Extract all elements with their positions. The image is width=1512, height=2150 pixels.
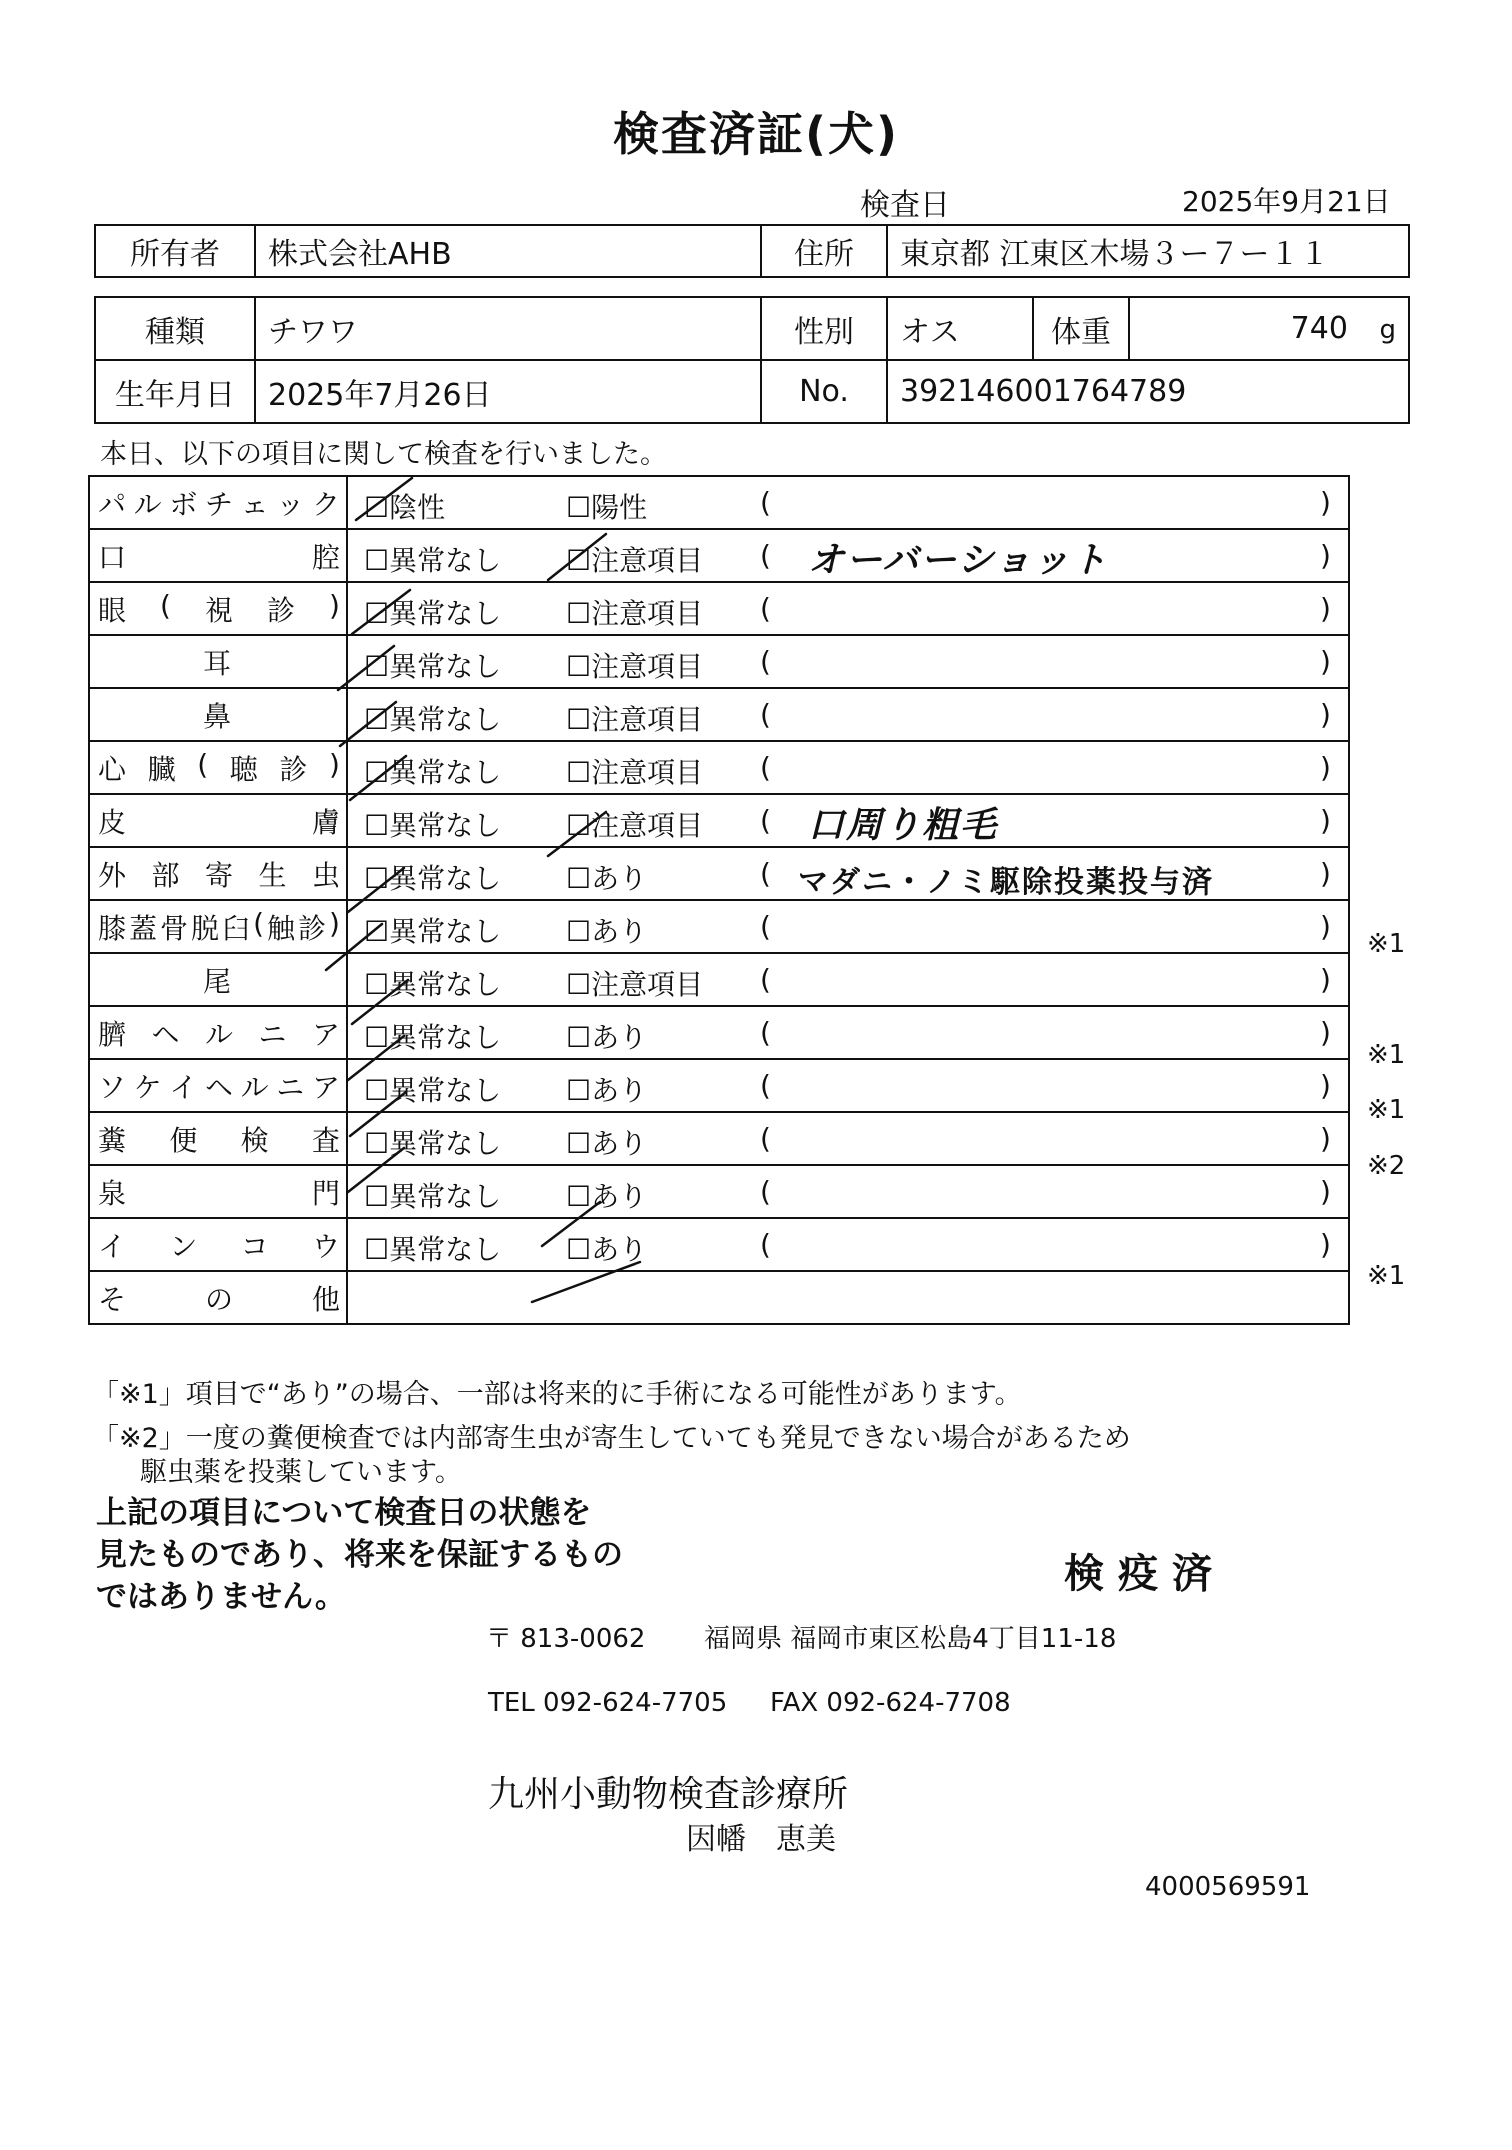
row-item-char: 査 [311, 1123, 340, 1157]
paren-close: ) [1320, 804, 1331, 837]
paren-close: ) [1320, 1122, 1331, 1155]
footnote-mark: ※1 [1367, 929, 1406, 960]
row-item-label [98, 483, 346, 523]
option-2-checkbox: ☐陽性 [566, 491, 648, 524]
row-item-char: ッ [276, 487, 305, 521]
row-options-cell [347, 476, 1349, 529]
row-item-char: 臓 [147, 752, 176, 786]
footnote-2a: 「※2」一度の糞便検査では内部寄生虫が寄生していても発見できない場合があるため [92, 1423, 1131, 1454]
paren-close: ) [1320, 539, 1331, 572]
row-item-char: 膚 [311, 805, 340, 839]
row-item-char: 心 [98, 752, 127, 786]
option-2-checkbox: ☐あり [566, 1074, 648, 1107]
other-label-char: の [204, 1282, 233, 1316]
option-1-checkbox: ☐異常なし [364, 544, 502, 577]
footnote-mark: ※1 [1367, 1095, 1406, 1126]
breed-label: 種類 [95, 297, 255, 360]
footnote-mark: ※1 [1367, 1261, 1406, 1292]
row-options-cell [347, 1006, 1349, 1059]
row-item-char: ヘ [204, 1070, 233, 1104]
row-item-cell [89, 1112, 347, 1165]
row-item-char: 臍 [98, 1017, 127, 1051]
option-1-checkbox: ☐異常なし [364, 915, 502, 948]
table-row [89, 688, 1349, 741]
row-item-label [98, 907, 346, 947]
row-item-cell [89, 953, 347, 1006]
row-item-char: 検 [240, 1123, 269, 1157]
row-item-cell [89, 1218, 347, 1271]
other-value-cell [347, 1271, 1349, 1324]
table-row [89, 635, 1349, 688]
inspection-stamp: 検疫済 [1064, 1551, 1226, 1597]
row-item-char: ェ [240, 487, 269, 521]
row-item-char: チ [204, 487, 233, 521]
document-code: 4000569591 [1145, 1872, 1311, 1902]
breed-value: チワワ [255, 297, 761, 360]
row-item-label [98, 589, 346, 629]
row-item-char: ン [169, 1229, 198, 1263]
other-label [98, 1278, 346, 1318]
table-row [89, 582, 1349, 635]
footnote-mark: ※2 [1367, 1150, 1406, 1181]
row-item-char: ケ [133, 1070, 162, 1104]
row-item-cell [89, 476, 347, 529]
paren-open: ( [760, 486, 771, 519]
footnote-2b: 駆虫薬を投薬しています。 [140, 1457, 462, 1488]
paren-open: ( [760, 1175, 771, 1208]
row-item-cell [89, 1006, 347, 1059]
row-item-char: イ [169, 1070, 198, 1104]
option-1-checkbox: ☐異常なし [364, 809, 502, 842]
option-2-checkbox: ☐注意項目 [566, 703, 704, 736]
option-1-checkbox: ☐異常なし [364, 1021, 502, 1054]
row-item-char: 脱 [191, 911, 220, 945]
no-value: 392146001764789 [887, 360, 1409, 423]
row-item-label [98, 854, 346, 894]
table-row [89, 1006, 1349, 1059]
row-item-cell [89, 900, 347, 953]
row-item-cell [89, 1165, 347, 1218]
table-row [89, 953, 1349, 1006]
option-1-checkbox: ☐異常なし [364, 862, 502, 895]
clinic-name: 九州小動物検査診療所 [488, 1774, 849, 1815]
row-item-cell [89, 582, 347, 635]
paren-open: ( [760, 645, 771, 678]
row-item-char: ル [240, 1070, 269, 1104]
row-item-char: 口 [98, 540, 127, 574]
other-label-char: そ [98, 1282, 127, 1316]
row-item-char: 臼 [222, 911, 251, 945]
row-item-char: 生 [258, 858, 287, 892]
paren-open: ( [760, 751, 771, 784]
row-item-char: 聴 [229, 752, 258, 786]
row-item-char: ニ [258, 1017, 287, 1051]
paren-open: ( [760, 963, 771, 996]
row-item-cell [89, 794, 347, 847]
inspection-date-label: 検査日 [860, 188, 950, 223]
row-options-cell [347, 1112, 1349, 1165]
paren-close: ) [1320, 751, 1331, 784]
footnote-mark: ※1 [1367, 1040, 1406, 1070]
paren-open: ( [760, 1016, 771, 1049]
row-item-char: ) [329, 906, 340, 940]
inspection-date: 2025年9月21日 [1182, 185, 1391, 218]
row-options-cell [347, 529, 1349, 582]
paren-open: ( [760, 698, 771, 731]
row-item-cell [89, 529, 347, 582]
row-options-cell [347, 900, 1349, 953]
row-item-char: ア [311, 1070, 340, 1104]
no-label: No. [761, 360, 887, 423]
row-item-char: ) [329, 588, 340, 622]
option-2-checkbox: ☐注意項目 [566, 809, 704, 842]
option-1-checkbox: ☐異常なし [364, 1127, 502, 1160]
disclaimer-line: 上記の項目について検査日の状態を [96, 1495, 592, 1531]
row-item-char: ( [160, 588, 171, 622]
paren-close: ) [1320, 486, 1331, 519]
table-row [89, 529, 1349, 582]
clinic-fax: FAX 092-624-7708 [770, 1688, 1011, 1718]
row-item-char: ル [204, 1017, 233, 1051]
clinic-tel: TEL 092-624-7705 [488, 1688, 728, 1718]
row-item-char: 眼 [98, 593, 127, 627]
paren-close: ) [1320, 1069, 1331, 1102]
paren-close: ) [1320, 645, 1331, 678]
row-item-label [98, 1119, 346, 1159]
table-row [89, 741, 1349, 794]
paren-close: ) [1320, 963, 1331, 996]
row-options-cell [347, 688, 1349, 741]
option-1-checkbox: ☐異常なし [364, 597, 502, 630]
row-item-char: ク [311, 487, 340, 521]
row-note: マダニ・ノミ駆除投薬投与済 [798, 865, 1214, 900]
row-item-char: 寄 [204, 858, 233, 892]
check-table [88, 475, 1350, 1325]
paren-close: ) [1320, 1175, 1331, 1208]
table-row [89, 1112, 1349, 1165]
option-2-checkbox: ☐あり [566, 915, 648, 948]
row-item-label: 鼻 [202, 699, 231, 733]
paren-open: ( [760, 1069, 771, 1102]
row-options-cell [347, 953, 1349, 1006]
weight-cell [1129, 297, 1409, 360]
row-item-char: 触 [267, 911, 296, 945]
row-item-char: ウ [311, 1229, 340, 1263]
row-item-char: 診 [267, 593, 296, 627]
row-item-char: 外 [98, 858, 127, 892]
row-item-char: ボ [169, 487, 198, 521]
paren-open: ( [760, 857, 771, 890]
row-item-char: 皮 [98, 805, 127, 839]
table-row [89, 847, 1349, 900]
paren-open: ( [760, 804, 771, 837]
paren-close: ) [1320, 910, 1331, 943]
weight-label: 体重 [1033, 297, 1129, 360]
owner-label: 所有者 [95, 225, 255, 277]
row-options-cell [347, 1165, 1349, 1218]
row-item-char: ニ [276, 1070, 305, 1104]
paren-close: ) [1320, 592, 1331, 625]
row-item-char: 虫 [311, 858, 340, 892]
option-1-checkbox: ☐異常なし [364, 1074, 502, 1107]
row-item-char: ( [253, 906, 265, 940]
paren-close: ) [1320, 857, 1331, 890]
birth-value: 2025年7月26日 [255, 360, 761, 423]
row-item-char: ) [329, 747, 340, 781]
row-item-char: 骨 [160, 911, 189, 945]
row-item-char: ソ [98, 1070, 127, 1104]
option-1-checkbox: ☐異常なし [364, 756, 502, 789]
owner-table [94, 224, 1410, 278]
option-1-checkbox: ☐陰性 [364, 491, 446, 524]
row-item-char: 部 [151, 858, 180, 892]
page-title: 検査済証(犬) [612, 107, 900, 161]
row-item-label [98, 536, 346, 576]
weight-unit: g [1379, 315, 1396, 345]
option-2-checkbox: ☐注意項目 [566, 597, 704, 630]
other-label-char: 他 [311, 1282, 340, 1316]
row-item-char: 診 [298, 911, 327, 945]
row-item-char: 腔 [311, 540, 340, 574]
option-2-checkbox: ☐注意項目 [566, 968, 704, 1001]
option-1-checkbox: ☐異常なし [364, 703, 502, 736]
address-value: 東京都 江東区木場３ー７ー１１ [887, 225, 1409, 277]
row-item-label: 耳 [202, 646, 231, 680]
option-2-checkbox: ☐あり [566, 1180, 648, 1213]
row-item-cell [89, 688, 347, 741]
other-label-cell [89, 1271, 347, 1324]
table-row [89, 476, 1349, 529]
address-label: 住所 [761, 225, 887, 277]
row-item-char: ( [197, 747, 209, 781]
clinic-person: 因幡 恵美 [686, 1822, 836, 1857]
row-item-label [98, 748, 346, 788]
row-item-cell [89, 1059, 347, 1112]
row-item-char: 蓋 [129, 911, 158, 945]
row-item-label: 尾 [202, 964, 231, 998]
row-item-char: 便 [169, 1123, 198, 1157]
row-item-char: ア [311, 1017, 340, 1051]
paren-open: ( [760, 592, 771, 625]
row-item-label [98, 801, 346, 841]
clinic-address: 福岡県 福岡市東区松島4丁目11-18 [704, 1624, 1117, 1654]
paren-open: ( [760, 1228, 771, 1261]
weight-value: 740 [1290, 311, 1348, 346]
disclaimer [96, 1492, 623, 1618]
option-2-checkbox: ☐あり [566, 1021, 648, 1054]
option-2-checkbox: ☐注意項目 [566, 544, 704, 577]
paren-close: ) [1320, 698, 1331, 731]
disclaimer-line: 見たものであり、将来を保証するもの [96, 1537, 623, 1573]
row-item-cell [89, 635, 347, 688]
row-item-char: 門 [311, 1176, 340, 1210]
row-item-label [98, 1172, 346, 1212]
row-item-char: 糞 [98, 1123, 127, 1157]
row-item-label [98, 1013, 346, 1053]
row-item-label [98, 1066, 346, 1106]
row-note: オーバーショット [808, 539, 1109, 581]
paren-close: ) [1320, 1016, 1331, 1049]
paren-open: ( [760, 1122, 771, 1155]
option-1-checkbox: ☐異常なし [364, 1180, 502, 1213]
paren-open: ( [760, 539, 771, 572]
owner-value: 株式会社AHB [255, 225, 761, 277]
row-item-char: 診 [279, 752, 308, 786]
option-2-checkbox: ☐注意項目 [566, 756, 704, 789]
row-item-char: コ [240, 1229, 269, 1263]
option-2-checkbox: ☐注意項目 [566, 650, 704, 683]
table-row [89, 1059, 1349, 1112]
row-options-cell [347, 1218, 1349, 1271]
clinic-postal: 〒 813-0062 [486, 1624, 646, 1654]
option-2-checkbox: ☐あり [566, 1127, 648, 1160]
sex-value: オス [887, 297, 1033, 360]
table-row [89, 900, 1349, 953]
sex-label: 性別 [761, 297, 887, 360]
option-1-checkbox: ☐異常なし [364, 1233, 502, 1266]
footnote-1: 「※1」項目で“あり”の場合、一部は将来的に手術になる可能性があります。 [92, 1379, 1022, 1410]
row-item-char: イ [98, 1229, 127, 1263]
option-1-checkbox: ☐異常なし [364, 650, 502, 683]
option-2-checkbox: ☐あり [566, 862, 648, 895]
birth-label: 生年月日 [95, 360, 255, 423]
table-row [89, 1218, 1349, 1271]
row-item-char: 視 [204, 593, 233, 627]
row-item-char: ル [133, 487, 162, 521]
row-options-cell [347, 794, 1349, 847]
paren-open: ( [760, 910, 771, 943]
option-1-checkbox: ☐異常なし [364, 968, 502, 1001]
table-row [89, 794, 1349, 847]
option-2-checkbox: ☐あり [566, 1233, 648, 1266]
table-row [89, 1165, 1349, 1218]
row-item-cell [89, 847, 347, 900]
disclaimer-line: ではありません。 [96, 1579, 346, 1615]
paren-close: ) [1320, 1228, 1331, 1261]
pet-table [94, 296, 1410, 424]
row-options-cell [347, 582, 1349, 635]
row-item-label [98, 1225, 346, 1265]
row-note: 口周り粗毛 [808, 804, 999, 846]
row-item-char: ヘ [151, 1017, 180, 1051]
row-options-cell [347, 1059, 1349, 1112]
row-options-cell [347, 847, 1349, 900]
row-options-cell [347, 635, 1349, 688]
row-item-cell [89, 741, 347, 794]
row-item-char: 膝 [98, 911, 127, 945]
row-options-cell [347, 741, 1349, 794]
row-item-char: 泉 [98, 1176, 127, 1210]
intro-text: 本日、以下の項目に関して検査を行いました。 [100, 439, 667, 470]
row-item-char: パ [98, 487, 127, 521]
